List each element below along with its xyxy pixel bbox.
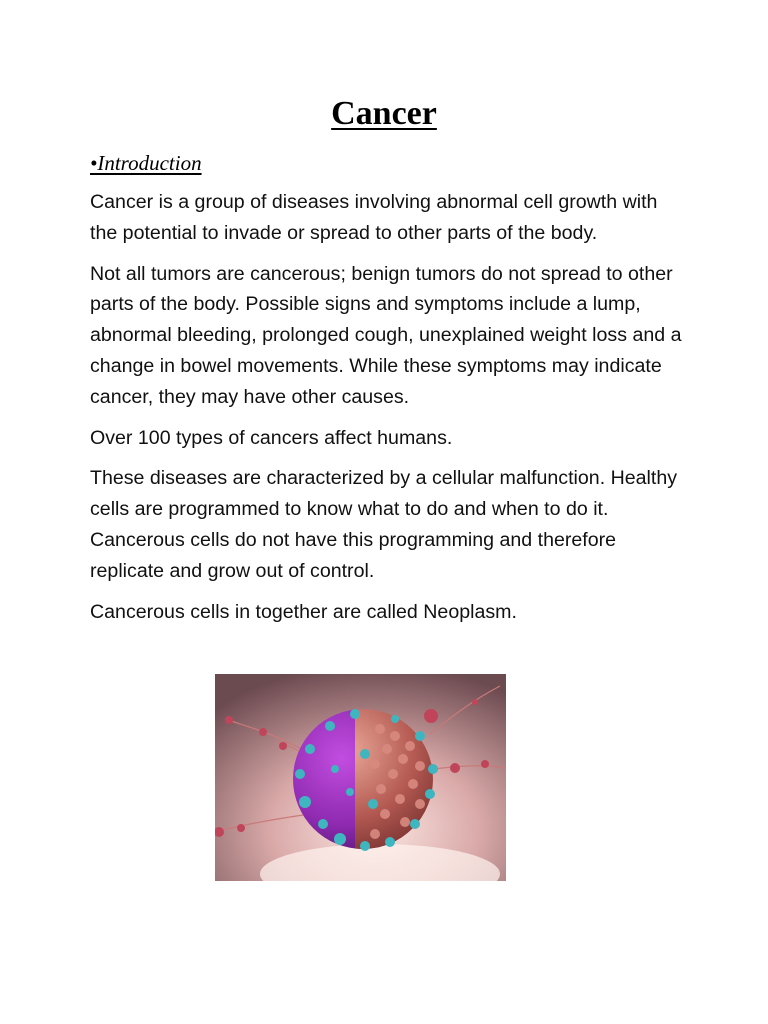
page-title: Cancer — [331, 95, 437, 132]
document-body — [90, 187, 690, 637]
paragraph-types: Over 100 types of cancers affect humans. — [90, 426, 453, 449]
paragraph-definition: Cancer is a group of diseases involving abnormal cell growth with the potential to invade or spread to other parts of the body. — [90, 191, 658, 244]
paragraph-neoplasm: Cancerous cells in together are called Neoplasm. — [90, 600, 517, 623]
paragraph-symptoms: Not all tumors are cancerous; benign tumors do not spread to other parts of the body. Possible signs and symptoms include a lump, abnormal bleeding, prolonged cough, unexplained weight loss and a change in bowel movements. While these symptoms may indicate cancer, they may have other causes. — [90, 262, 682, 408]
cancer-cell-illustration — [215, 674, 506, 881]
section-heading-introduction: •Introduction — [90, 151, 202, 175]
paragraph-malfunction: These diseases are characterized by a cellular malfunction. Healthy cells are programmed to know what to do and when to do it. Cancerous cells do not have this programming and therefore replicate and grow out of control. — [90, 467, 678, 582]
